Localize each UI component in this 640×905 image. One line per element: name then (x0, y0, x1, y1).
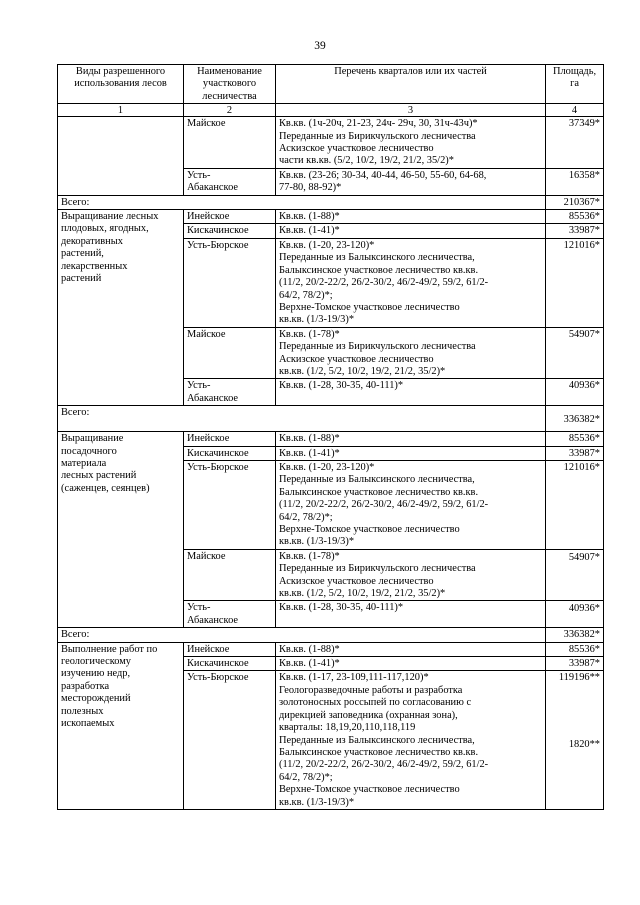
total-row (58, 195, 604, 209)
quarters-cell: Кв.кв. (1-28, 30-35, 40-111)* (276, 379, 546, 406)
use-type-cell (58, 117, 184, 195)
quarters-cell: Кв.кв. (1-20, 23-120)* Переданные из Балыксинского лесничества, Балыксинское участковое лесничество кв.кв. (11/2, 20/2-22/2, 26/2-30/2, 46/2-49/2, 59/2, 61/2- 64/2, 78/2)*; Верхне-Томское участковое лесничество кв.кв. (1/3-19/3)* (276, 460, 546, 549)
area-cell: 121016* (546, 238, 604, 327)
quarters-cell: Кв.кв. (1-88)* (276, 432, 546, 446)
forestry-cell: Майское (184, 327, 276, 379)
col-number: 3 (276, 104, 546, 117)
total-value: 336382* (546, 406, 604, 432)
forestry-cell: Кискачинское (184, 224, 276, 238)
table-row (58, 432, 604, 446)
forestry-cell: Кискачинское (184, 657, 276, 671)
total-value: 336382* (546, 628, 604, 642)
header-forestry: Наименование участкового лесничества (184, 65, 276, 104)
area-cell: 33987* (546, 224, 604, 238)
table-row (58, 642, 604, 656)
table-row (58, 210, 604, 224)
forestry-cell: Инейское (184, 210, 276, 224)
quarters-cell: Кв.кв. (1-41)* (276, 657, 546, 671)
header-quarters: Перечень кварталов или их частей (276, 65, 546, 104)
total-row (58, 406, 604, 432)
col-number: 1 (58, 104, 184, 117)
area-cell: 85536* (546, 432, 604, 446)
quarters-cell: Кв.кв. (1-20, 23-120)* Переданные из Балыксинского лесничества, Балыксинское участковое лесничество кв.кв. (11/2, 20/2-22/2, 26/2-30/2, 46/2-49/2, 59/2, 61/2- 64/2, 78/2)*; Верхне-Томское участковое лесничество кв.кв. (1/3-19/3)* (276, 238, 546, 327)
table-row (58, 117, 604, 169)
quarters-cell: Кв.кв. (1-78)* Переданные из Бирикчульского лесничества Аскизское участковое лесничество кв.кв. (1/2, 5/2, 10/2, 19/2, 21/2, 35/2)* (276, 549, 546, 601)
quarters-cell: Кв.кв. (1ч-20ч, 21-23, 24ч- 29ч, 30, 31ч-43ч)* Переданные из Бирикчульского лесничества Аскизское участковое лесничество части кв.кв. (5/2, 10/2, 19/2, 21/2, 35/2)* (276, 117, 546, 169)
table-header-row (58, 65, 604, 104)
forestry-cell: Инейское (184, 642, 276, 656)
area-value-secondary: 1820** (568, 738, 600, 750)
col-number: 4 (546, 104, 604, 117)
column-number-row (58, 104, 604, 117)
area-cell: 40936* (546, 379, 604, 406)
total-label: Всего: (58, 406, 546, 432)
forestry-cell: Кискачинское (184, 446, 276, 460)
forest-use-table (57, 64, 604, 810)
area-cell: 54907* (546, 327, 604, 379)
area-cell: 54907* (546, 549, 604, 601)
forestry-cell: Усть- Абаканское (184, 601, 276, 628)
forestry-cell: Майское (184, 549, 276, 601)
use-type-cell: Выполнение работ по геологическому изучению недр, разработка месторождений полезных ископаемых (58, 642, 184, 809)
quarters-cell: Кв.кв. (23-26; 30-34, 40-44, 46-50, 55-60, 64-68, 77-80, 88-92)* (276, 168, 546, 195)
quarters-cell: Кв.кв. (1-41)* (276, 446, 546, 460)
total-label: Всего: (58, 628, 546, 642)
forestry-cell: Усть-Бюрское (184, 238, 276, 327)
quarters-cell: Кв.кв. (1-17, 23-109,111-117,120)* Геологоразведочные работы и разработка золотоносных россыпей по согласованию с дирекцией заповедника (охранная зона), кварталы: 18,19,20,110,118,119 Переданные из Балыксинского лесничества, Балыксинское участковое лесничество кв.кв. (11/2, 20/2-22/2, 26/2-30/2, 46/2-49/2, 59/2, 61/2- 64/2, 78/2)*; Верхне-Томское участковое лесничество кв.кв. (1/3-19/3)* (276, 671, 546, 809)
quarters-cell: Кв.кв. (1-78)* Переданные из Бирикчульского лесничества Аскизское участковое лесничество кв.кв. (1/2, 5/2, 10/2, 19/2, 21/2, 35/2)* (276, 327, 546, 379)
area-value-primary: 119196** (558, 672, 600, 684)
area-cell: 85536* (546, 642, 604, 656)
header-area: Площадь, га (546, 65, 604, 104)
quarters-cell: Кв.кв. (1-88)* (276, 642, 546, 656)
area-cell: 33987* (546, 657, 604, 671)
area-cell (546, 671, 604, 809)
area-cell: 85536* (546, 210, 604, 224)
total-value: 210367* (546, 195, 604, 209)
area-cell: 16358* (546, 168, 604, 195)
header-use-type: Виды разрешенного использования лесов (58, 65, 184, 104)
col-number: 2 (184, 104, 276, 117)
use-type-cell: Выращивание лесных плодовых, ягодных, декоративных растений, лекарственных растений (58, 210, 184, 406)
area-cell: 40936* (546, 601, 604, 628)
forestry-cell: Инейское (184, 432, 276, 446)
quarters-cell: Кв.кв. (1-88)* (276, 210, 546, 224)
forestry-cell: Усть- Абаканское (184, 168, 276, 195)
forestry-cell: Усть- Абаканское (184, 379, 276, 406)
forestry-cell: Усть-Бюрское (184, 671, 276, 809)
forestry-cell: Майское (184, 117, 276, 169)
area-cell: 121016* (546, 460, 604, 549)
total-label: Всего: (58, 195, 546, 209)
page-number: 39 (314, 40, 326, 52)
quarters-cell: Кв.кв. (1-41)* (276, 224, 546, 238)
area-cell: 37349* (546, 117, 604, 169)
use-type-cell: Выращивание посадочного материала лесных растений (саженцев, сеянцев) (58, 432, 184, 628)
quarters-cell: Кв.кв. (1-28, 30-35, 40-111)* (276, 601, 546, 628)
forestry-cell: Усть-Бюрское (184, 460, 276, 549)
total-row (58, 628, 604, 642)
area-cell: 33987* (546, 446, 604, 460)
